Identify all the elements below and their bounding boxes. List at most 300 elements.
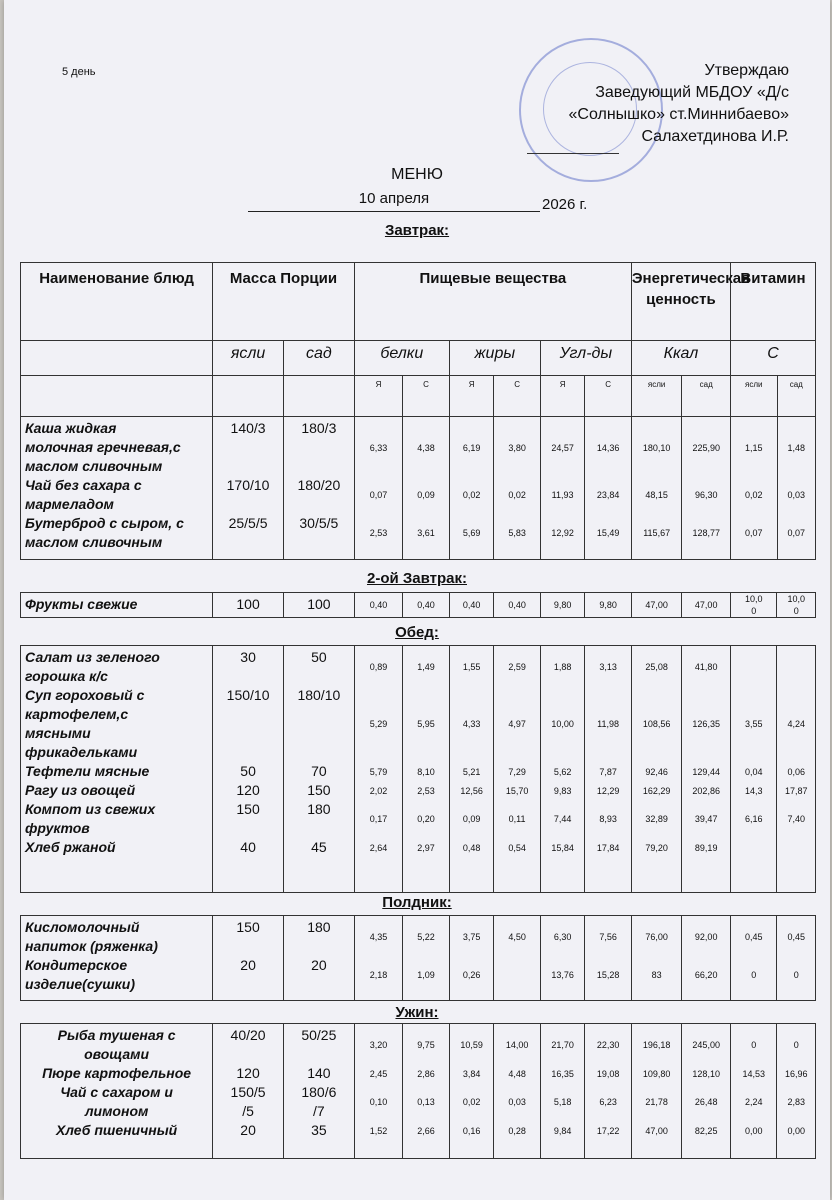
nutrient-value: 0,04 — [744, 766, 763, 777]
nutrient-value: 17,84 — [596, 842, 620, 853]
value-cell — [682, 593, 731, 618]
dish-name — [25, 595, 212, 614]
col-header-kcal: Ккал — [631, 341, 730, 376]
mass-sad: 180 — [307, 919, 331, 935]
col-subheader: ясли — [631, 376, 682, 417]
dish-names-cell — [21, 646, 213, 893]
lunch-table — [20, 645, 816, 893]
value-cell — [631, 417, 682, 560]
nutrient-value: 14,53 — [742, 1068, 765, 1079]
nutrient-value: 0,07 — [744, 528, 763, 538]
value-cell — [631, 916, 682, 1001]
nutrient-value: 0,54 — [508, 842, 526, 853]
nutrient-value: 4,50 — [508, 932, 526, 942]
mass-yasli-cell — [213, 1024, 284, 1159]
nutrient-value: 16,96 — [784, 1068, 808, 1079]
value-cell — [585, 593, 632, 618]
section-snack: Полдник: — [382, 894, 452, 911]
value-cell — [494, 916, 541, 1001]
approval-block — [549, 60, 789, 148]
col-subheader: С — [494, 376, 541, 417]
dish-name-line: картофелем,с — [25, 706, 129, 722]
mass-sad: 180/10 — [297, 687, 341, 703]
nutrient-value: 47,00 — [694, 599, 718, 610]
nutrient-value: 26,48 — [694, 1097, 718, 1107]
nutrient-value: 0,28 — [508, 1125, 526, 1136]
mass-sad: 180/3 — [301, 420, 337, 436]
col-header-sad: сад — [283, 341, 354, 376]
nutrient-value: 41,80 — [694, 662, 718, 672]
menu-sheet — [4, 0, 830, 1200]
nutrient-value: 0,10 — [369, 1097, 388, 1107]
menu-date: 10 апреля — [358, 190, 430, 207]
value-cell — [777, 1024, 816, 1159]
nutrient-value: 79,20 — [645, 842, 668, 853]
dish-name-line: напиток (ряженка) — [25, 938, 158, 954]
nutrient-value: 0,02 — [462, 490, 481, 500]
mass-sad: 70 — [311, 763, 327, 779]
col-subheader: С — [403, 376, 450, 417]
nutrient-value: 96,30 — [694, 490, 718, 500]
value-cell — [449, 593, 494, 618]
dish-name-line: Чай без сахара с — [25, 477, 142, 493]
nutrient-value: 0,48 — [462, 842, 481, 853]
mass-yasli: 100 — [236, 596, 260, 612]
nutrient-value: 6,33 — [369, 442, 388, 453]
dish-name — [25, 918, 212, 956]
value-cell — [585, 646, 632, 893]
nutrient-value: 0,09 — [417, 490, 435, 500]
dish-name — [25, 800, 212, 838]
nutrient-value: 21,78 — [645, 1097, 668, 1107]
dish-name-line: Пюре картофельное — [42, 1065, 192, 1081]
nutrient-value: 2,66 — [417, 1125, 435, 1136]
approve-line: Заведующий МБДОУ «Д/с — [595, 84, 789, 101]
col-header-yasli: ясли — [213, 341, 284, 376]
value-cell — [777, 417, 816, 560]
nutrient-value: 9,80 — [553, 599, 572, 610]
nutrient-value: 3,55 — [744, 719, 763, 729]
nutrient-value: 12,92 — [551, 528, 574, 538]
nutrient-value: 0 — [793, 1040, 799, 1050]
dish-name — [25, 686, 212, 762]
nutrient-value: 2,02 — [369, 785, 388, 796]
col-header-zhiry: жиры — [449, 341, 540, 376]
dish-name-line: Компот из свежих — [25, 801, 156, 817]
nutrient-value: 25,08 — [645, 662, 668, 672]
nutrient-value: 5,62 — [553, 766, 572, 777]
nutrient-value: 5,69 — [462, 528, 481, 538]
nutrient-value: 2,64 — [369, 842, 388, 853]
col-subheader: сад — [777, 376, 816, 417]
dish-name — [25, 476, 212, 514]
breakfast-table — [20, 262, 816, 560]
nutrient-value: 0,07 — [369, 490, 388, 500]
col-subheader: ясли — [730, 376, 777, 417]
nutrient-value: 5,79 — [369, 766, 388, 777]
dish-name-line: Салат из зеленого — [25, 649, 160, 665]
nutrient-value: 4,38 — [417, 442, 435, 453]
nutrient-value — [731, 648, 777, 686]
col-header-belki: белки — [354, 341, 449, 376]
dish-name-line: Бутерброд с сыром, с — [25, 515, 184, 531]
day-label: 5 день — [62, 66, 96, 78]
approve-line: Салахетдинова И.Р. — [641, 128, 789, 145]
mass-sad: 45 — [311, 839, 327, 855]
nutrient-value: 14,3 — [744, 785, 763, 796]
dish-name-line: фрикадельками — [25, 744, 138, 760]
mass-yasli: 150 — [236, 801, 260, 817]
value-cell — [540, 916, 585, 1001]
page-title: МЕНЮ — [391, 166, 443, 183]
nutrient-value: 10,59 — [460, 1040, 483, 1050]
value-cell — [354, 417, 403, 560]
nutrient-value: 0,03 — [787, 490, 806, 500]
nutrient-value: 2,24 — [744, 1097, 763, 1107]
nutrient-value: 0 — [751, 970, 757, 980]
nutrient-value: 48,15 — [645, 490, 668, 500]
nutrient-value: 6,30 — [553, 932, 572, 942]
value-cell — [777, 646, 816, 893]
nutrient-value: 6,19 — [462, 442, 481, 453]
dish-name — [21, 1083, 212, 1121]
dinner-table — [20, 1023, 816, 1159]
nutrient-value: 4,48 — [508, 1068, 526, 1079]
value-cell — [540, 593, 585, 618]
value-cell — [449, 646, 494, 893]
nutrient-value: 0,02 — [508, 490, 526, 500]
nutrient-value: 9,80 — [599, 599, 617, 610]
nutrient-value: 6,23 — [599, 1097, 617, 1107]
nutrient-value: 1,55 — [462, 662, 481, 672]
mass-yasli: 50 — [240, 763, 256, 779]
nutrient-value: 108,56 — [642, 719, 671, 729]
value-cell — [494, 593, 541, 618]
nutrient-value: 1,52 — [369, 1125, 388, 1136]
col-header-blank — [21, 341, 213, 376]
nutrient-value: 0,02 — [462, 1097, 481, 1107]
nutrient-value: 11,98 — [597, 719, 620, 729]
col-header-blank — [283, 376, 354, 417]
col-header-blank — [21, 376, 213, 417]
value-cell — [730, 646, 777, 893]
mass-sad: 180/6 /7 — [301, 1084, 337, 1119]
mass-yasli: 140/3 — [230, 420, 266, 436]
snack-table — [20, 915, 816, 1001]
nutrient-value: 0,13 — [417, 1097, 435, 1107]
nutrient-value: 14,36 — [596, 442, 620, 453]
mass-yasli: 150/5 /5 — [230, 1084, 266, 1119]
col-header-name: Наименование блюд — [21, 263, 213, 341]
mass-sad-cell — [283, 417, 354, 560]
mass-sad: 30/5/5 — [299, 515, 339, 531]
mass-sad-cell — [283, 1024, 354, 1159]
nutrient-value: 47,00 — [645, 599, 668, 610]
col-subheader: сад — [682, 376, 731, 417]
nutrient-value: 0 — [793, 970, 799, 980]
nutrient-value: 89,19 — [694, 842, 718, 853]
nutrient-value: 1,09 — [417, 970, 435, 980]
nutrient-value: 0,45 — [744, 932, 763, 942]
nutrient-value: 3,20 — [369, 1040, 388, 1050]
nutrient-value: 0,26 — [462, 970, 481, 980]
section-breakfast: Завтрак: — [384, 222, 450, 239]
value-cell — [682, 646, 731, 893]
nutrient-value: 15,70 — [505, 785, 529, 796]
nutrient-value: 5,95 — [417, 719, 435, 729]
mass-yasli: 120 — [236, 782, 260, 798]
nutrient-value: 3,61 — [417, 528, 435, 538]
nutrient-value: 4,35 — [369, 932, 388, 942]
value-cell — [403, 1024, 450, 1159]
mass-sad: 50 — [311, 649, 327, 665]
nutrient-value: 5,83 — [508, 528, 526, 538]
value-cell — [682, 1024, 731, 1159]
nutrient-value: 3,80 — [508, 442, 526, 453]
mass-sad: 20 — [311, 957, 327, 973]
mass-yasli: 40 — [240, 839, 256, 855]
nutrient-value: 9,83 — [553, 785, 572, 796]
value-cell — [449, 417, 494, 560]
nutrient-value: 196,18 — [642, 1040, 671, 1050]
value-cell — [631, 593, 682, 618]
mass-sad: 180/20 — [297, 477, 341, 493]
nutrient-value: 162,29 — [642, 785, 671, 796]
mass-sad: 100 — [307, 596, 331, 612]
nutrient-value: 2,45 — [369, 1068, 388, 1079]
nutrient-value: 0,40 — [369, 599, 388, 610]
nutrient-value: 0,45 — [787, 932, 805, 942]
dish-name-line: мармеладом — [25, 496, 114, 512]
mass-sad: 35 — [311, 1122, 327, 1138]
nutrient-value: 3,13 — [599, 662, 617, 672]
nutrient-value: 5,18 — [553, 1097, 572, 1107]
nutrient-value: 9,84 — [553, 1125, 572, 1136]
dish-name — [25, 514, 212, 552]
mass-yasli: 120 — [236, 1065, 260, 1081]
nutrient-value: 8,10 — [417, 766, 435, 777]
mass-yasli-cell — [213, 916, 284, 1001]
mass-yasli: 20 — [240, 1122, 256, 1138]
nutrient-value: 109,80 — [642, 1068, 671, 1079]
nutrient-value: 39,47 — [694, 814, 718, 824]
nutrient-value: 10,00 — [551, 719, 574, 729]
nutrient-value: 92,46 — [645, 766, 668, 777]
dish-name-line: лимоном — [84, 1103, 149, 1119]
approve-line: Утверждаю — [704, 62, 789, 79]
nutrient-value: 4,33 — [462, 719, 481, 729]
nutrient-value: 1,49 — [417, 662, 435, 672]
nutrient-value: 2,53 — [369, 528, 388, 538]
nutrient-value: 13,76 — [551, 970, 574, 980]
dish-name-line: маслом сливочным — [25, 458, 163, 474]
dish-name-line: Хлеб пшеничный — [55, 1122, 178, 1138]
value-cell — [730, 417, 777, 560]
mass-sad-cell — [283, 916, 354, 1001]
dish-name-line: фруктов — [25, 820, 90, 836]
nutrient-value: 0,09 — [462, 814, 481, 824]
value-cell — [354, 646, 403, 893]
nutrient-value — [777, 648, 815, 686]
col-subheader: Я — [540, 376, 585, 417]
mass-yasli: 30 — [240, 649, 256, 665]
mass-yasli: 150/10 — [226, 687, 270, 703]
nutrient-value: 2,97 — [417, 842, 435, 853]
dish-name — [25, 419, 212, 476]
mass-yasli: 25/5/5 — [228, 515, 268, 531]
mass-yasli: 40/20 — [230, 1027, 266, 1043]
dish-name-line: Суп гороховый с — [25, 687, 145, 703]
nutrient-value: 2,83 — [787, 1097, 805, 1107]
nutrient-value: 3,75 — [462, 932, 481, 942]
dish-name-line: изделие(сушки) — [25, 976, 135, 992]
col-subheader: Я — [449, 376, 494, 417]
value-cell — [682, 916, 731, 1001]
nutrient-value: 66,20 — [694, 970, 718, 980]
nutrient-value — [777, 838, 815, 857]
nutrient-value: 1,88 — [553, 662, 572, 672]
dish-name — [25, 838, 212, 857]
nutrient-value: 5,22 — [417, 932, 435, 942]
section-breakfast2: 2-ой Завтрак: — [366, 570, 467, 587]
nutrient-value: 14,00 — [505, 1040, 529, 1050]
nutrient-value: 10,0 0 — [744, 593, 763, 616]
mass-yasli-cell — [213, 417, 284, 560]
dish-name-line: Хлеб ржаной — [25, 839, 116, 855]
nutrient-value: 202,86 — [692, 785, 720, 796]
col-header-uglevody: Угл-ды — [540, 341, 631, 376]
nutrient-value: 2,86 — [417, 1068, 435, 1079]
dish-name-line: маслом сливочным — [25, 534, 163, 550]
value-cell — [403, 593, 450, 618]
value-cell — [494, 417, 541, 560]
nutrient-value: 2,59 — [508, 662, 526, 672]
nutrient-value: 5,29 — [369, 719, 388, 729]
value-cell — [449, 1024, 494, 1159]
value-cell — [449, 916, 494, 1001]
col-subheader: С — [585, 376, 632, 417]
value-cell — [631, 646, 682, 893]
nutrient-value: 21,70 — [551, 1040, 574, 1050]
nutrient-value: 4,97 — [508, 719, 526, 729]
dish-name — [25, 781, 212, 800]
col-subheader: Я — [354, 376, 403, 417]
col-header-vitamin-c: С — [730, 341, 815, 376]
nutrient-value: 0,00 — [787, 1125, 805, 1136]
value-cell — [730, 593, 777, 618]
nutrient-value: 83 — [651, 970, 662, 980]
nutrient-value: 16,35 — [551, 1068, 574, 1079]
nutrient-value: 115,67 — [643, 528, 671, 538]
nutrient-value — [731, 838, 777, 857]
nutrient-value: 2,18 — [369, 970, 388, 980]
nutrient-value — [494, 956, 540, 994]
nutrient-value: 0,20 — [417, 814, 435, 824]
nutrient-value: 129,44 — [692, 766, 720, 777]
value-cell — [354, 916, 403, 1001]
dish-name-line: Кондитерское — [25, 957, 128, 973]
dish-name — [25, 956, 212, 994]
dish-name-line: Кисломолочный — [25, 919, 140, 935]
nutrient-value: 128,10 — [692, 1068, 720, 1079]
mass-yasli-cell — [213, 646, 284, 893]
value-cell — [682, 417, 731, 560]
approve-line: «Солнышко» ст.Миннибаево» — [568, 106, 789, 123]
dish-name — [25, 648, 212, 686]
nutrient-value: 82,25 — [694, 1125, 718, 1136]
dish-name-line: мясными — [25, 725, 91, 741]
mass-sad: 140 — [307, 1065, 331, 1081]
value-cell — [403, 646, 450, 893]
nutrient-value: 15,84 — [551, 842, 574, 853]
nutrient-value: 0,40 — [462, 599, 481, 610]
nutrient-value: 32,89 — [645, 814, 668, 824]
nutrient-value: 17,87 — [784, 785, 808, 796]
nutrient-value: 0,89 — [369, 662, 388, 672]
dish-name-line: Рыба тушеная с — [57, 1027, 176, 1043]
signature-line — [527, 153, 619, 154]
dish-name-line: молочная гречневая,с — [25, 439, 181, 455]
dish-name-line: Чай с сахаром и — [60, 1084, 173, 1100]
dish-names-cell — [21, 593, 213, 618]
value-cell — [354, 593, 403, 618]
nutrient-value: 7,29 — [508, 766, 526, 777]
nutrient-value: 76,00 — [645, 932, 668, 942]
section-lunch: Обед: — [395, 624, 439, 641]
nutrient-value: 23,84 — [596, 490, 620, 500]
nutrient-value: 0 — [751, 1040, 757, 1050]
value-cell — [494, 1024, 541, 1159]
nutrient-value: 7,40 — [787, 814, 805, 824]
dish-name — [21, 1064, 212, 1083]
col-header-vitamin: Витамин — [730, 263, 815, 341]
value-cell — [540, 1024, 585, 1159]
breakfast2-table — [20, 592, 816, 618]
nutrient-value: 0,40 — [417, 599, 435, 610]
nutrient-value: 12,56 — [460, 785, 483, 796]
mass-sad: 50/25 — [301, 1027, 337, 1043]
nutrient-value: 4,24 — [787, 719, 805, 729]
nutrient-value: 0,00 — [744, 1125, 763, 1136]
section-dinner: Ужин: — [395, 1004, 439, 1021]
nutrient-value: 9,75 — [417, 1040, 435, 1050]
dish-name-line: овощами — [84, 1046, 150, 1062]
nutrient-value: 7,56 — [599, 932, 617, 942]
value-cell — [777, 593, 816, 618]
dish-name — [21, 1026, 212, 1064]
mass-yasli-cell — [213, 593, 284, 618]
value-cell — [730, 916, 777, 1001]
mass-yasli: 170/10 — [226, 477, 270, 493]
col-header-mass: Масса Порции — [213, 263, 355, 341]
nutrient-value: 0,07 — [787, 528, 806, 538]
value-cell — [585, 417, 632, 560]
dish-name-line: Каша жидкая — [25, 420, 117, 436]
value-cell — [585, 1024, 632, 1159]
dish-names-cell — [21, 916, 213, 1001]
value-cell — [730, 1024, 777, 1159]
dish-name — [21, 1121, 212, 1140]
nutrient-value: 5,21 — [462, 766, 481, 777]
col-header-nutrients: Пищевые вещества — [354, 263, 631, 341]
dish-name-line: Тефтели мясные — [25, 763, 150, 779]
nutrient-value: 0,16 — [462, 1125, 481, 1136]
nutrient-value: 8,93 — [599, 814, 617, 824]
nutrient-value: 0,40 — [508, 599, 526, 610]
nutrient-value: 22,30 — [596, 1040, 620, 1050]
nutrient-value: 0,06 — [787, 766, 805, 777]
nutrient-value: 12,29 — [596, 785, 620, 796]
